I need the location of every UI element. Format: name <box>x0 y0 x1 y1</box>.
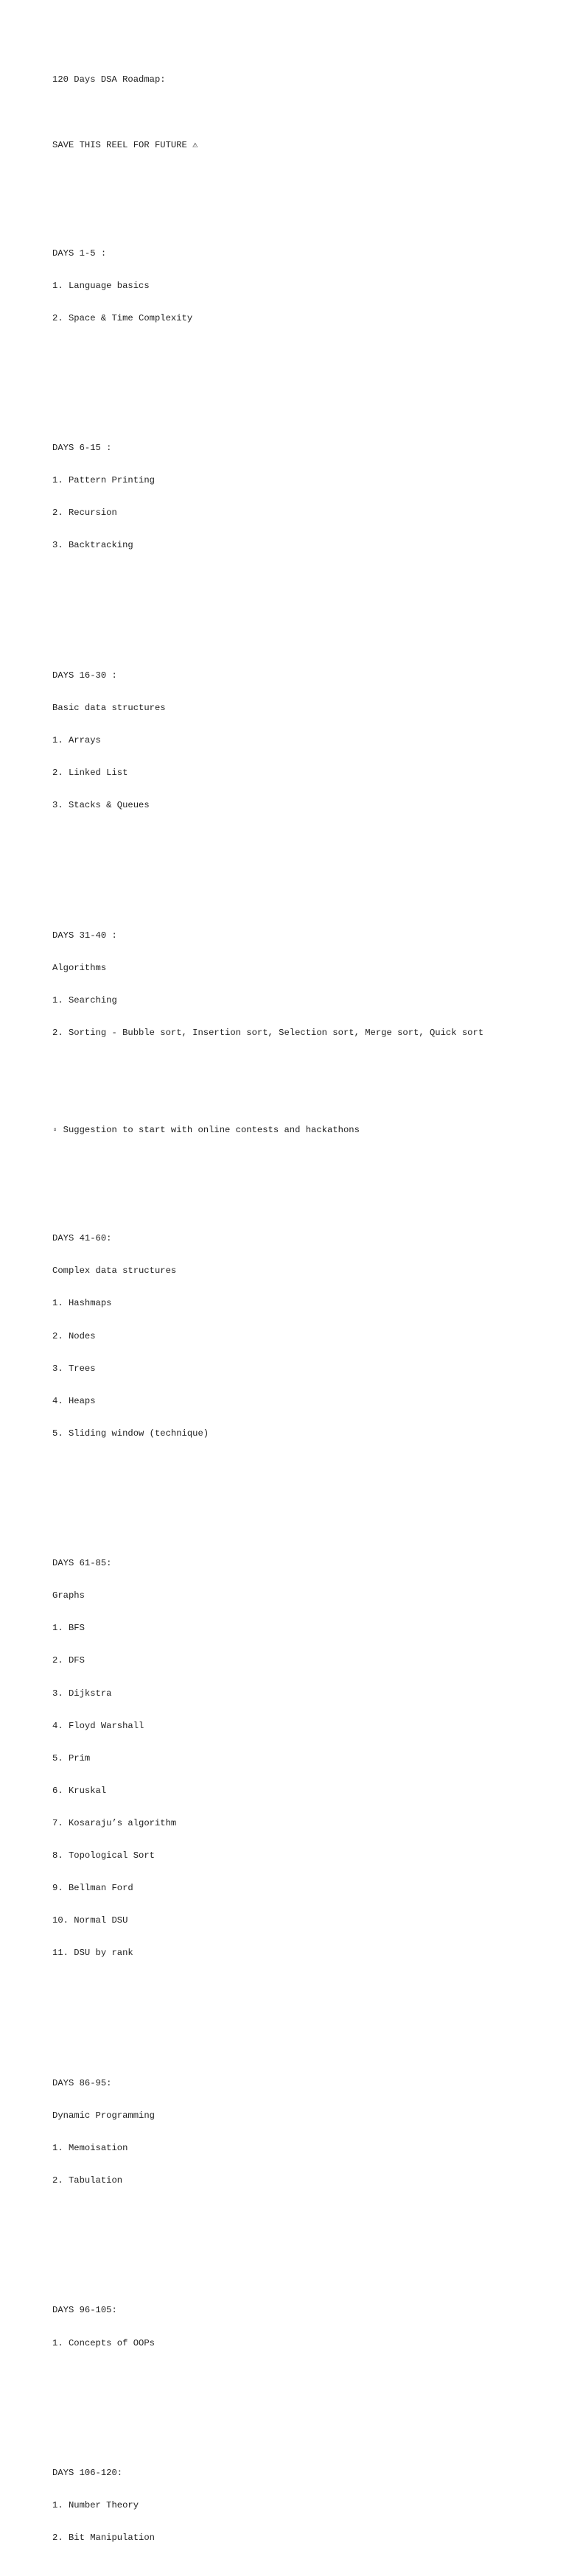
list-item: 3. Dijkstra <box>52 1688 112 1699</box>
section-heading: DAYS 16-30 : <box>52 670 117 681</box>
list-item: 3. Stacks & Queues <box>52 800 150 811</box>
list-item: 9. Bellman Ford <box>52 1883 133 1894</box>
section-subtitle: Dynamic Programming <box>52 2110 155 2121</box>
spacer <box>52 594 553 606</box>
section-days-31-40 <box>52 908 553 1060</box>
spacer <box>52 854 553 866</box>
list-item: 8. Topological Sort <box>52 1850 155 1861</box>
list-item: 2. Sorting - Bubble sort, Insertion sort, Selection sort, Merge sort, Quick sort <box>52 1027 484 1038</box>
section-subtitle: Algorithms <box>52 962 107 973</box>
list-item: 4. Floyd Warshall <box>52 1720 144 1731</box>
spacer <box>52 2230 553 2241</box>
list-item: 2. Bit Manipulation <box>52 2533 155 2544</box>
spacer <box>52 1157 553 1168</box>
list-item: 10. Normal DSU <box>52 1915 128 1926</box>
section-days-6-15 <box>52 421 553 573</box>
list-item: 2. Nodes <box>52 1330 96 1341</box>
list-item: 11. DSU by rank <box>52 1948 133 1959</box>
section-days-86-95 <box>52 2056 553 2208</box>
list-item: 5. Prim <box>52 1752 91 1763</box>
section-heading: DAYS 86-95: <box>52 2077 112 2088</box>
list-item: 1. Pattern Printing <box>52 475 155 486</box>
section-subtitle: Basic data structures <box>52 702 166 713</box>
list-item: 1. Arrays <box>52 735 101 746</box>
list-item: 5. Sliding window (technique) <box>52 1428 209 1439</box>
list-item: 1. Concepts of OOPs <box>52 2337 155 2348</box>
spacer <box>52 1081 553 1092</box>
section-heading: DAYS 61-85: <box>52 1558 112 1569</box>
section-heading: DAYS 6-15 : <box>52 443 112 454</box>
section-days-1-5 <box>52 226 553 345</box>
section-days-106-120 <box>52 2446 553 2566</box>
spacer <box>52 108 553 119</box>
section-days-61-85 <box>52 1537 553 1981</box>
list-item: 1. Hashmaps <box>52 1298 112 1309</box>
list-item: 2. Recursion <box>52 508 117 519</box>
spacer <box>52 2002 553 2013</box>
list-item: 2. Space & Time Complexity <box>52 312 193 323</box>
list-item: 2. Linked List <box>52 768 128 779</box>
list-item: 1. BFS <box>52 1623 85 1634</box>
section-days-96-105 <box>52 2284 553 2370</box>
spacer <box>52 367 553 378</box>
list-item: 1. Language basics <box>52 280 150 291</box>
suggestion-note: ▫ Suggestion to start with online contests and hackathons <box>52 1125 360 1136</box>
list-item: 2. DFS <box>52 1655 85 1666</box>
list-item: 1. Searching <box>52 994 117 1006</box>
section-heading: DAYS 31-40 : <box>52 930 117 941</box>
list-item: 4. Heaps <box>52 1395 96 1406</box>
section-heading: DAYS 106-120: <box>52 2467 123 2478</box>
list-item: 3. Trees <box>52 1363 96 1374</box>
spacer <box>52 172 553 183</box>
section-days-41-60 <box>52 1212 553 1461</box>
section-heading: DAYS 1-5 : <box>52 248 107 259</box>
section-heading: DAYS 96-105: <box>52 2305 117 2316</box>
document-title: 120 Days DSA Roadmap: <box>52 74 166 85</box>
spacer <box>52 1482 553 1493</box>
list-item: 7. Kosaraju’s algorithm <box>52 1817 177 1828</box>
section-subtitle: Complex data structures <box>52 1266 177 1277</box>
document-body <box>52 53 553 2576</box>
section-heading: DAYS 41-60: <box>52 1233 112 1244</box>
section-subtitle: Graphs <box>52 1590 85 1601</box>
list-item: 2. Tabulation <box>52 2175 123 2186</box>
section-days-16-30 <box>52 648 553 832</box>
list-item: 1. Number Theory <box>52 2500 139 2511</box>
list-item: 3. Backtracking <box>52 540 133 551</box>
list-item: 6. Kruskal <box>52 1785 107 1796</box>
spacer <box>52 2392 553 2403</box>
save-note: SAVE THIS REEL FOR FUTURE ⚠ <box>52 139 198 150</box>
list-item: 1. Memoisation <box>52 2142 128 2153</box>
